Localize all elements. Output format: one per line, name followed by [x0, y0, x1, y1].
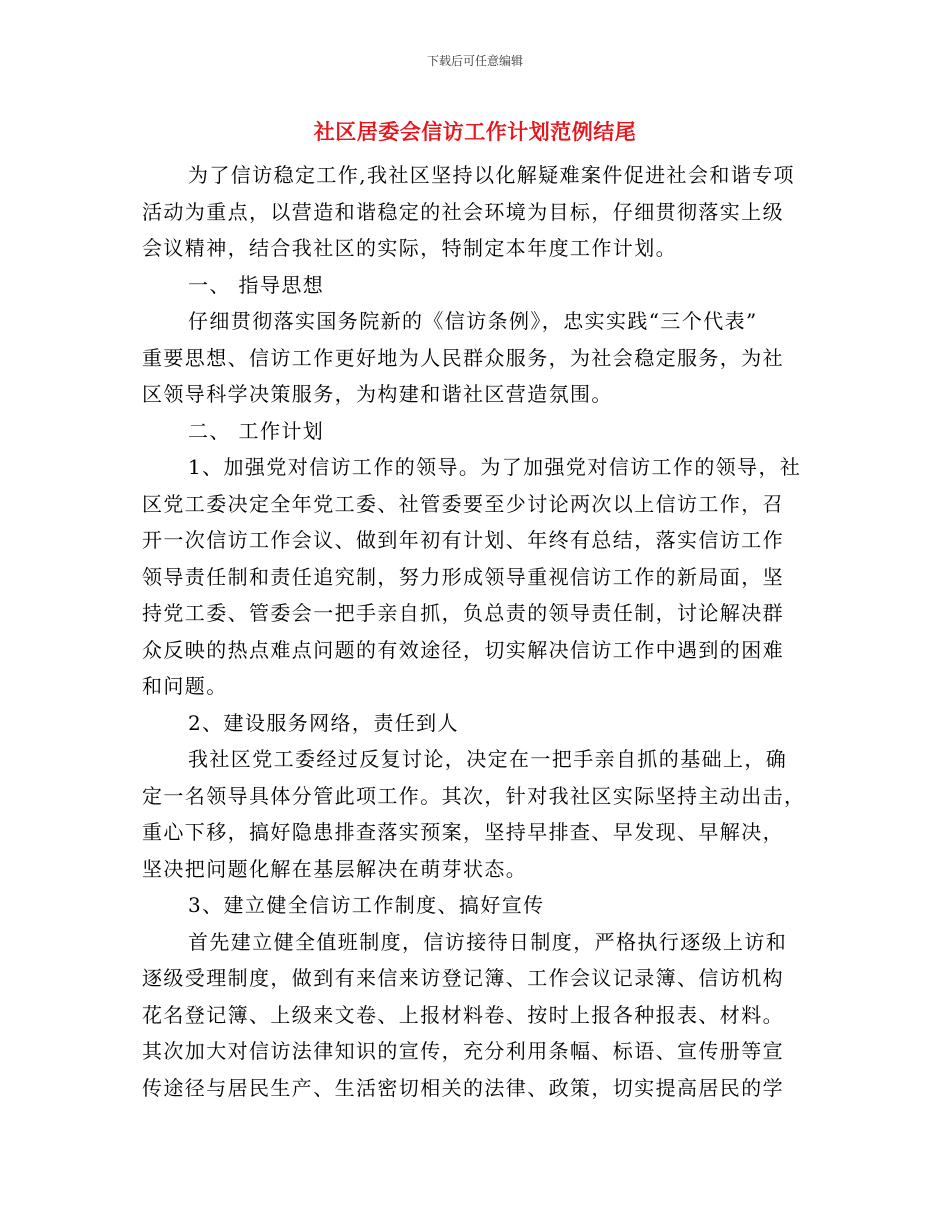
- document-body: [142, 157, 806, 1106]
- text-line: 1、加强党对信访工作的领导。为了加强党对信访工作的领导，社: [188, 455, 802, 479]
- text-line: 我社区党工委经过反复讨论，决定在一把手亲自抓的基础上，确: [188, 747, 788, 771]
- text-line: 传途径与居民生产、生活密切相关的法律、政策，切实提高居民的学: [142, 1075, 784, 1100]
- text-line: 首先建立健全值班制度，信访接待日制度，严格执行逐级上访和: [188, 929, 788, 954]
- text-line: 会议精神，结合我社区的实际，特制定本年度工作计划。: [142, 236, 677, 260]
- section-heading: 二、 工作计划: [188, 418, 325, 443]
- text-line: 持党工委、管委会一把手亲自抓，负总责的领导责任制，讨论解决群: [142, 601, 784, 625]
- text-line: 区党工委决定全年党工委、社管委要至少讨论两次以上信访工作，召: [142, 491, 784, 516]
- section-heading: 一、 指导思想: [188, 272, 325, 297]
- text-line: 仔细贯彻落实国务院新的《信访条例》，忠实实践“三个代表”: [188, 309, 758, 333]
- text-line: 逐级受理制度，做到有来信来访登记簿、工作会议记录簿、信访机构: [142, 966, 784, 990]
- text-line: 众反映的热点难点问题的有效途径，切实解决信访工作中遇到的困难: [142, 637, 784, 662]
- text-line: 花名登记簿、上级来文卷、上报材料卷、按时上报各种报表、材料。: [142, 1002, 784, 1027]
- subsection-heading: 2、建设服务网络，责任到人: [188, 710, 459, 735]
- text-line: 活动为重点，以营造和谐稳定的社会环境为目标，仔细贯彻落实上级: [142, 199, 784, 224]
- text-line: 领导责任制和责任追究制，努力形成领导重视信访工作的新局面，坚: [142, 564, 784, 589]
- subsection-heading: 3、建立健全信访工作制度、搞好宣传: [188, 893, 545, 917]
- text-line: 重要思想、信访工作更好地为人民群众服务，为社会稳定服务，为社: [142, 345, 784, 370]
- text-line: 区领导科学决策服务，为构建和谐社区营造氛围。: [142, 382, 613, 406]
- document-title: 社区居委会信访工作计划范例结尾: [313, 119, 637, 144]
- page-header: 下载后可任意编辑: [426, 54, 523, 68]
- text-line: 其次加大对信访法律知识的宣传，充分利用条幅、标语、宣传册等宣: [142, 1039, 784, 1063]
- text-line: 重心下移，搞好隐患排查落实预案，坚持早排查、早发现、早解决，: [142, 820, 784, 844]
- text-line: 和问题。: [142, 674, 228, 698]
- text-line: 为了信访稳定工作,我社区坚持以化解疑难案件促进社会和谐专项: [188, 163, 795, 187]
- text-line: 定一名领导具体分管此项工作。其次，针对我社区实际坚持主动出击，: [142, 783, 806, 808]
- text-line: 坚决把问题化解在基层解决在萌芽状态。: [142, 856, 528, 881]
- text-line: 开一次信访工作会议、做到年初有计划、年终有总结，落实信访工作: [142, 528, 784, 552]
